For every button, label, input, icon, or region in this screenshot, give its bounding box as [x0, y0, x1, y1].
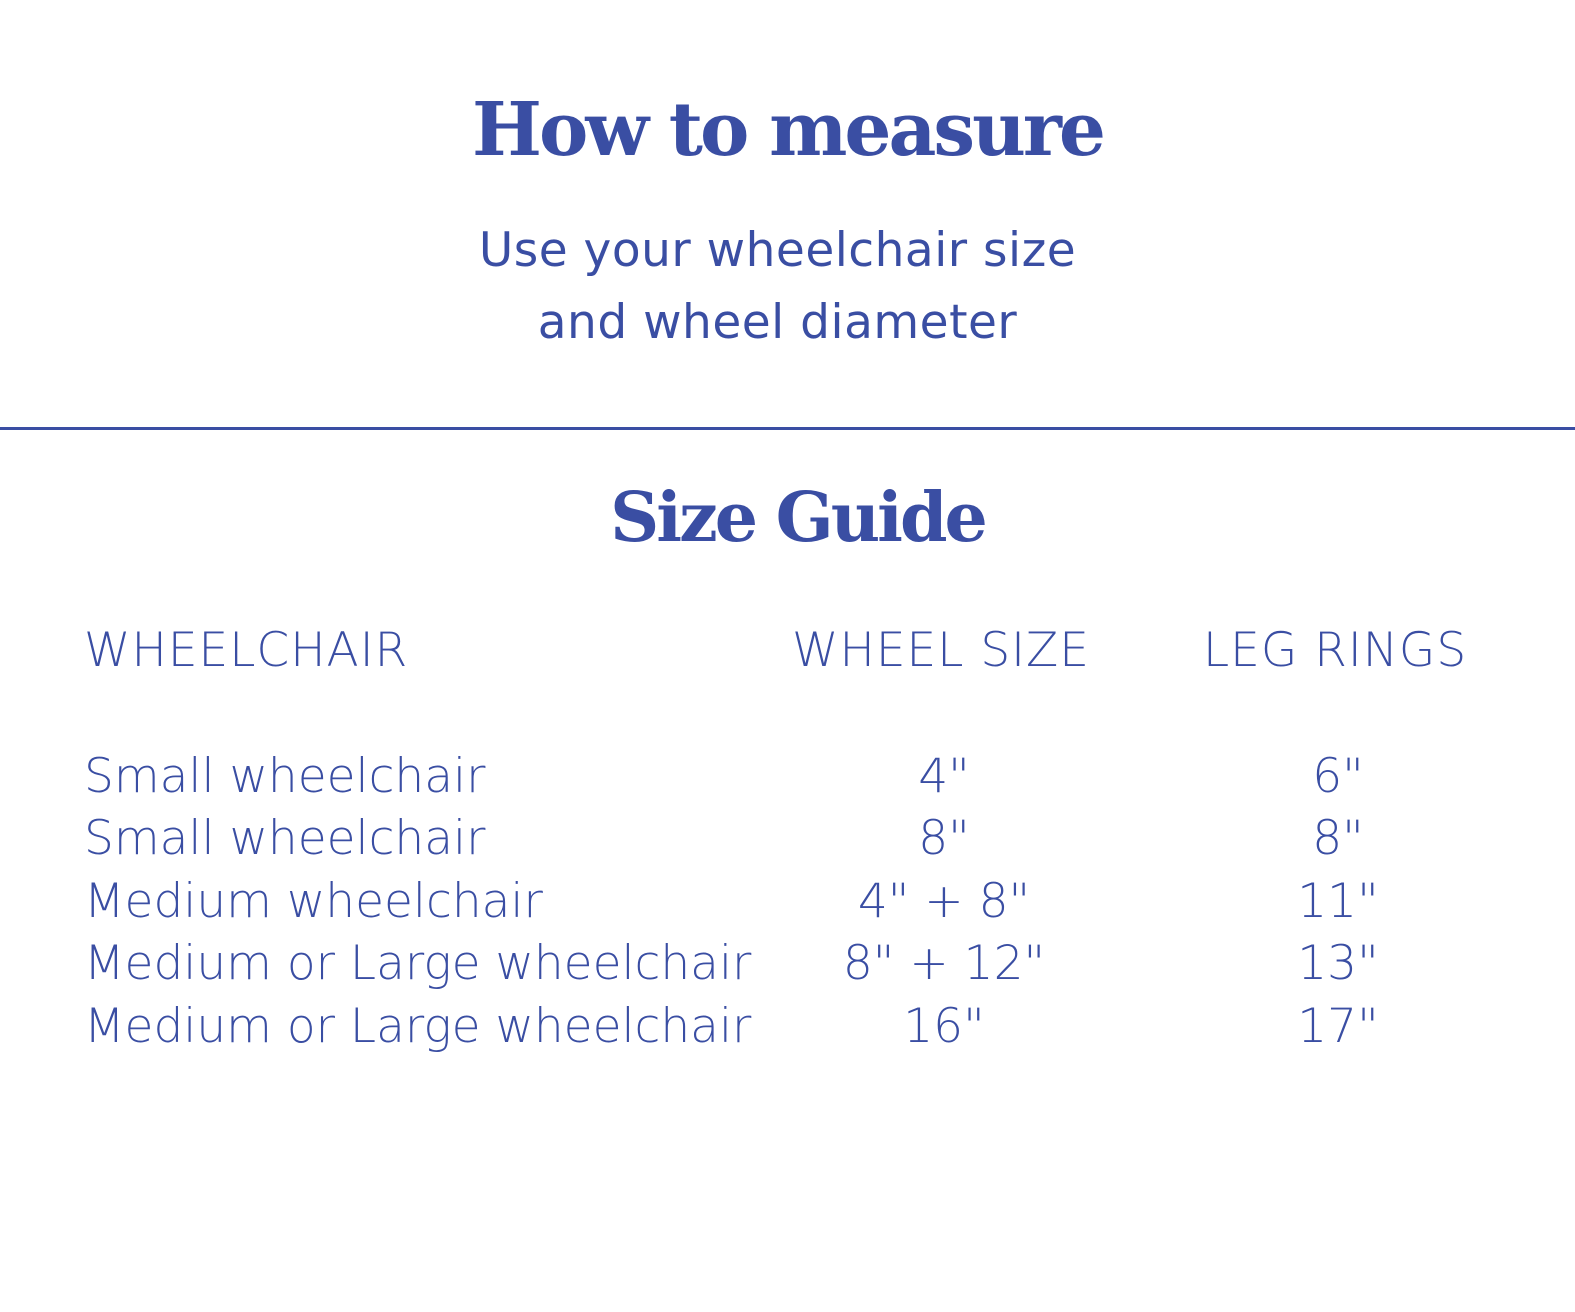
column-header-wheelchair: WHEELCHAIR [84, 623, 409, 678]
subtitle-line-2: and wheel diameter [537, 295, 1018, 350]
table-cell-wheel-size: 8" + 12" [842, 936, 1046, 991]
table-cell-leg-rings: 8" [1312, 811, 1364, 866]
column-header-leg-rings: LEG RINGS [1203, 623, 1468, 678]
table-cell-wheel-size: 4" + 8" [857, 874, 1031, 929]
column-header-wheel-size: WHEEL SIZE [792, 623, 1090, 678]
table-cell-leg-rings: 13" [1297, 936, 1379, 991]
size-guide-title: Size Guide [610, 478, 985, 558]
table-cell-leg-rings: 11" [1297, 874, 1379, 929]
table-cell-wheelchair: Medium or Large wheelchair [84, 936, 752, 991]
table-cell-wheel-size: 8" [918, 811, 970, 866]
table-cell-wheel-size: 4" [918, 749, 970, 804]
size-guide-table [0, 620, 1575, 1060]
table-cell-wheelchair: Medium wheelchair [84, 874, 543, 929]
table-cell-wheel-size: 16" [903, 999, 985, 1054]
table-cell-wheelchair: Medium or Large wheelchair [84, 999, 752, 1054]
subtitle-line-1: Use your wheelchair size [478, 223, 1077, 278]
table-cell-wheelchair: Small wheelchair [84, 749, 486, 804]
table-cell-wheelchair: Small wheelchair [84, 811, 486, 866]
table-cell-leg-rings: 17" [1297, 999, 1379, 1054]
page-title: How to measure [472, 87, 1103, 173]
table-cell-leg-rings: 6" [1312, 749, 1364, 804]
section-divider [0, 427, 1575, 430]
